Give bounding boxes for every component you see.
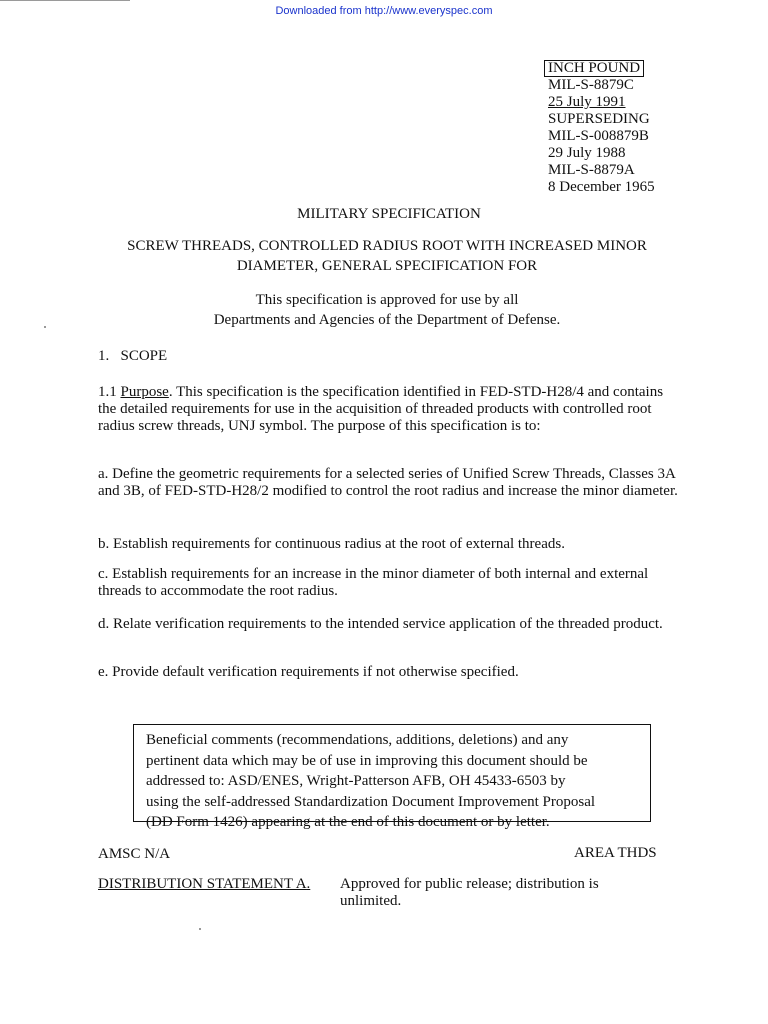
approval-line: This specification is approved for use by all (255, 292, 519, 308)
notice-line: Beneficial comments (recommendations, additions, deletions) and any (146, 732, 569, 748)
purpose-label: Purpose (120, 384, 169, 400)
comments-notice-box (133, 724, 651, 830)
document-header (548, 60, 748, 196)
distribution-label-text: DISTRIBUTION STATEMENT A (98, 876, 307, 892)
distribution-statement-label (98, 876, 310, 893)
list-item: d. Relate verification requirements to the intended service application of the threaded product. (98, 616, 663, 632)
area-code: AREA THDS (574, 845, 657, 861)
notice-line: addressed to: ASD/ENES, Wright-Patterson AFB, OH 45433-6503 by (146, 773, 566, 789)
notice-line: using the self-addressed Standardization Document Improvement Proposal (146, 793, 596, 810)
scan-artifact-line (0, 0, 130, 1)
list-item: c. Establish requirements for an increase in the minor diameter of both internal and external threads to accommodate the root radius. (98, 566, 649, 599)
inch-pound-box: INCH POUND (544, 60, 644, 77)
list-item: e. Provide default verification requirements if not otherwise specified. (98, 664, 519, 680)
superseded-doc-number: MIL-S-8879A (548, 162, 635, 178)
spec-type-heading: MILITARY SPECIFICATION (297, 206, 481, 222)
section-title: SCOPE (120, 348, 168, 364)
list-item: b. Establish requirements for continuous radius at the root of external threads. (98, 536, 565, 552)
purpose-text: . This specification is the specification identified in FED-STD-H28/4 and contains the detailed requirements for use in the acquisition of threaded products with controlled root radius screw threads, UNJ symbol. The purpose of this specification is to: (98, 384, 664, 434)
superseded-doc-number: MIL-S-008879B (548, 128, 649, 144)
section-number: 1. (98, 348, 110, 364)
doc-number: MIL-S-8879C (548, 77, 634, 93)
approval-line: Departments and Agencies of the Department of Defense. (213, 312, 561, 328)
list-item: a. Define the geometric requirements for a selected series of Unified Screw Threads, Classes 3A and 3B, of FED-STD-H28/2 modified to control the root radius and increase the minor diameter. (98, 466, 678, 499)
superseded-doc-date: 8 December 1965 (548, 179, 655, 195)
superseding-label: SUPERSEDING (548, 111, 650, 127)
distribution-statement-text: Approved for public release; distribution is unlimited. (340, 876, 599, 909)
paragraph-number: 1.1 (98, 384, 117, 400)
notice-line: (DD Form 1426) appearing at the end of this document or by letter. (146, 814, 550, 830)
superseded-doc-date: 29 July 1988 (548, 145, 626, 161)
scan-speck (199, 928, 201, 930)
scan-speck (44, 326, 46, 328)
notice-line: pertinent data which may be of use in improving this document should be (146, 752, 588, 769)
purpose-paragraph (98, 384, 678, 435)
section-heading (98, 348, 167, 365)
distribution-label-period: . (306, 876, 311, 892)
spec-title-line: SCREW THREADS, CONTROLLED RADIUS ROOT WITH INCREASED MINOR (127, 238, 647, 254)
spec-title-line: DIAMETER, GENERAL SPECIFICATION FOR (236, 258, 538, 274)
download-link[interactable]: Downloaded from http://www.everyspec.com (275, 5, 493, 17)
amsc-code: AMSC N/A (98, 846, 171, 862)
doc-date: 25 July 1991 (548, 94, 626, 110)
